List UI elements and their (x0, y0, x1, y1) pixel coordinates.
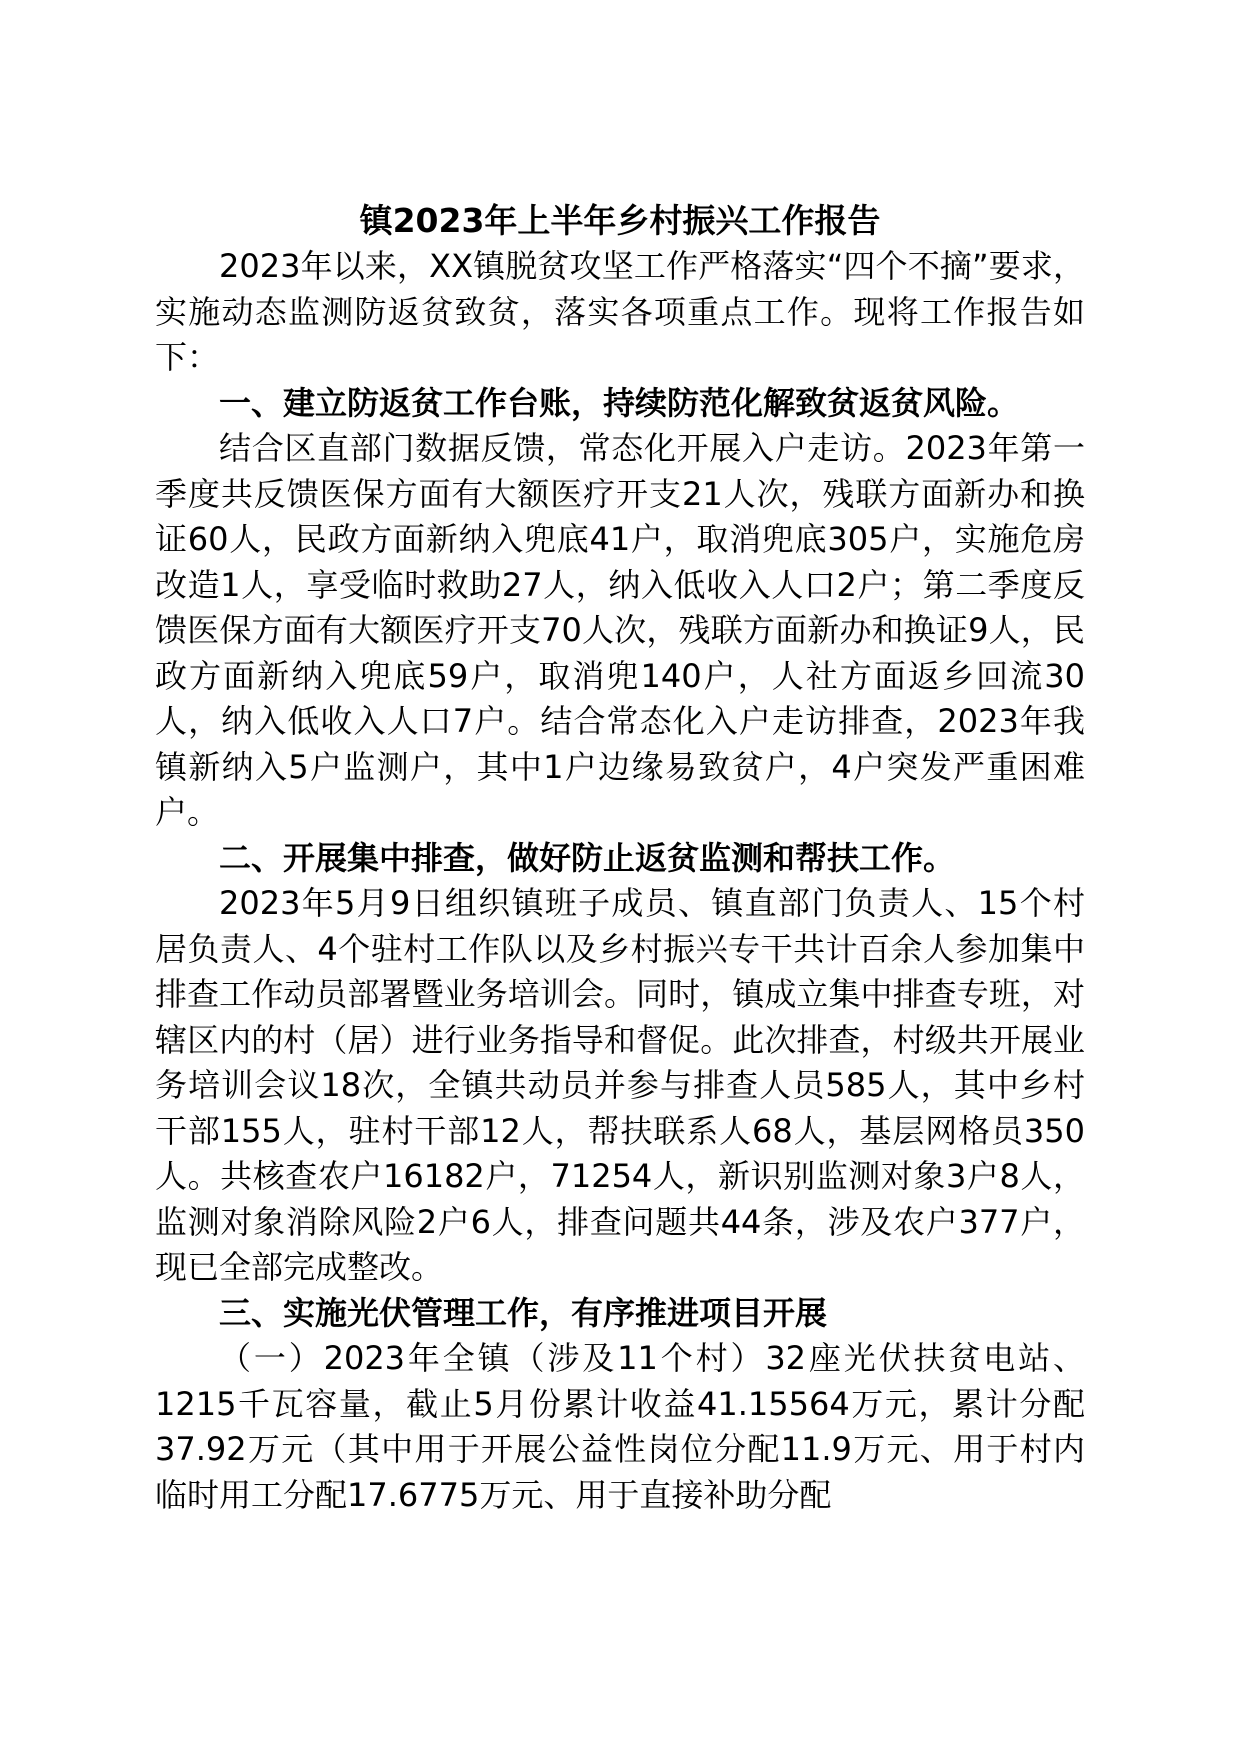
document-title: 镇2023年上半年乡村振兴工作报告 (359, 201, 881, 240)
section-2-heading: 二、开展集中排查，做好防止返贫监测和帮扶工作。 (219, 838, 956, 877)
section-1-paragraph: 结合区直部门数据反馈，常态化开展入户走访。2023年第一季度共反馈医保方面有大额医疗开支21人次，残联方面新办和换证60人，民政方面新纳入兜底41户，取消兜底305户，实施危房改造1人，享受临时救助27人，纳入低收入人口2户；第二季度反馈医保方面有大额医疗开支70人次，残联方面新办和换证9人，民政方面新纳入兜底59户，取消兜140户，人社方面返乡回流30人，纳入低收入人口7户。结合常态化入户走访排查，2023年我镇新纳入5户监测户，其中1户边缘易致贫户，4户突发严重困难户。 (155, 429, 1085, 831)
document-page (155, 198, 1085, 1518)
section-2-paragraph: 2023年5月9日组织镇班子成员、镇直部门负责人、15个村居负责人、4个驻村工作队以及乡村振兴专干共计百余人参加集中排查工作动员部署暨业务培训会。同时，镇成立集中排查专班，对辖区内的村（居）进行业务指导和督促。此次排查，村级共开展业务培训会议18次，全镇共动员并参与排查人员585人，其中乡村干部155人，驻村干部12人，帮扶联系人68人，基层网格员350人。共核查农户16182户，71254人，新识别监测对象3户8人，监测对象消除风险2户6人，排查问题共44条，涉及农户377户，现已全部完成整改。 (155, 884, 1085, 1286)
section-3-heading: 三、实施光伏管理工作，有序推进项目开展 (219, 1293, 828, 1332)
section-1-heading: 一、建立防返贫工作台账，持续防范化解致贫返贫风险。 (219, 383, 1020, 422)
section-3-paragraph: （一）2023年全镇（涉及11个村）32座光伏扶贫电站、1215千瓦容量，截止5月份累计收益41.15564万元，累计分配37.92万元（其中用于开展公益性岗位分配11.9万元、用于村内临时用工分配17.6775万元、用于直接补助分配 (155, 1339, 1085, 1514)
intro-paragraph: 2023年以来，XX镇脱贫攻坚工作严格落实“四个不摘”要求，实施动态监测防返贫致贫，落实各项重点工作。现将工作报告如下： (155, 247, 1085, 376)
